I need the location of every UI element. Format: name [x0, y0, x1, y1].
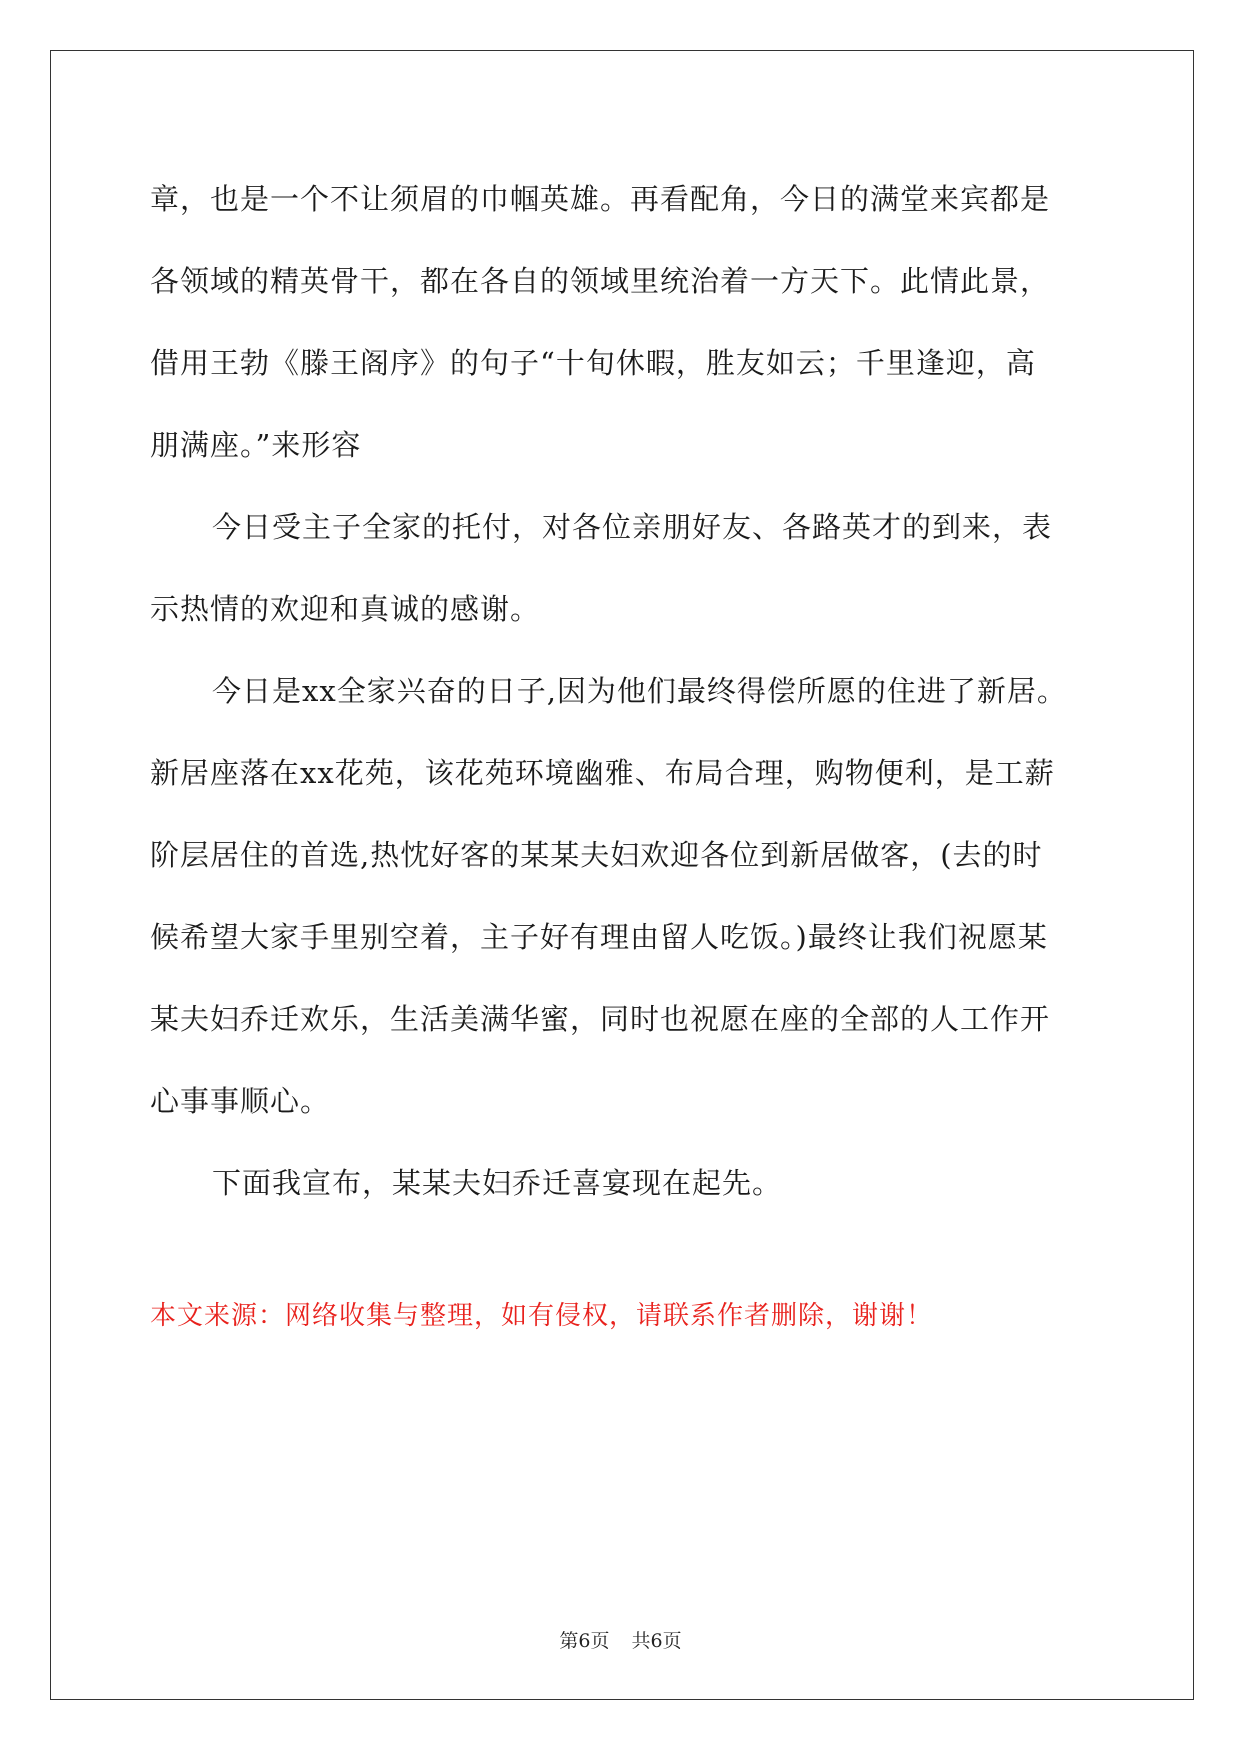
text-line: 借用王勃《滕王阁序》的句子“十旬休暇，胜友如云；千里逢迎，高 [150, 346, 1036, 380]
source-note: 本文来源：网络收集与整理，如有侵权，请联系作者删除，谢谢！ [150, 1301, 934, 1331]
text-line: 新居座落在xx花苑，该花苑环境幽雅、布局合理，购物便利，是工薪 [150, 756, 1055, 790]
page-number-current: 第6页 [559, 1630, 610, 1652]
text-line: 各领域的精英骨干，都在各自的领域里统治着一方天下。此情此景， [150, 264, 1051, 298]
text-line: 章，也是一个不让须眉的巾帼英雄。再看配角，今日的满堂来宾都是 [150, 182, 1051, 216]
text-line: 阶层居住的首选,热忱好客的某某夫妇欢迎各位到新居做客，(去的时 [150, 838, 1043, 872]
text-line: 心事事顺心。 [150, 1084, 331, 1118]
page-number-total: 共6页 [631, 1630, 682, 1652]
page-footer [0, 1628, 1241, 1654]
text-line: 某夫妇乔迁欢乐，生活美满华蜜，同时也祝愿在座的全部的人工作开 [150, 1002, 1051, 1036]
paragraph-start-line: 今日受主子全家的托付，对各位亲朋好友、各路英才的到来，表 [212, 510, 1053, 544]
paragraph-start-line: 今日是xx全家兴奋的日子,因为他们最终得偿所愿的住进了新居。 [212, 674, 1067, 708]
paragraph-start-line: 下面我宣布，某某夫妇乔迁喜宴现在起先。 [212, 1166, 783, 1200]
text-line: 示热情的欢迎和真诚的感谢。 [150, 592, 541, 626]
text-line: 朋满座。”来形容 [150, 428, 362, 462]
text-line: 候希望大家手里别空着，主子好有理由留人吃饭。)最终让我们祝愿某 [150, 920, 1048, 954]
document-body [150, 158, 1090, 1224]
